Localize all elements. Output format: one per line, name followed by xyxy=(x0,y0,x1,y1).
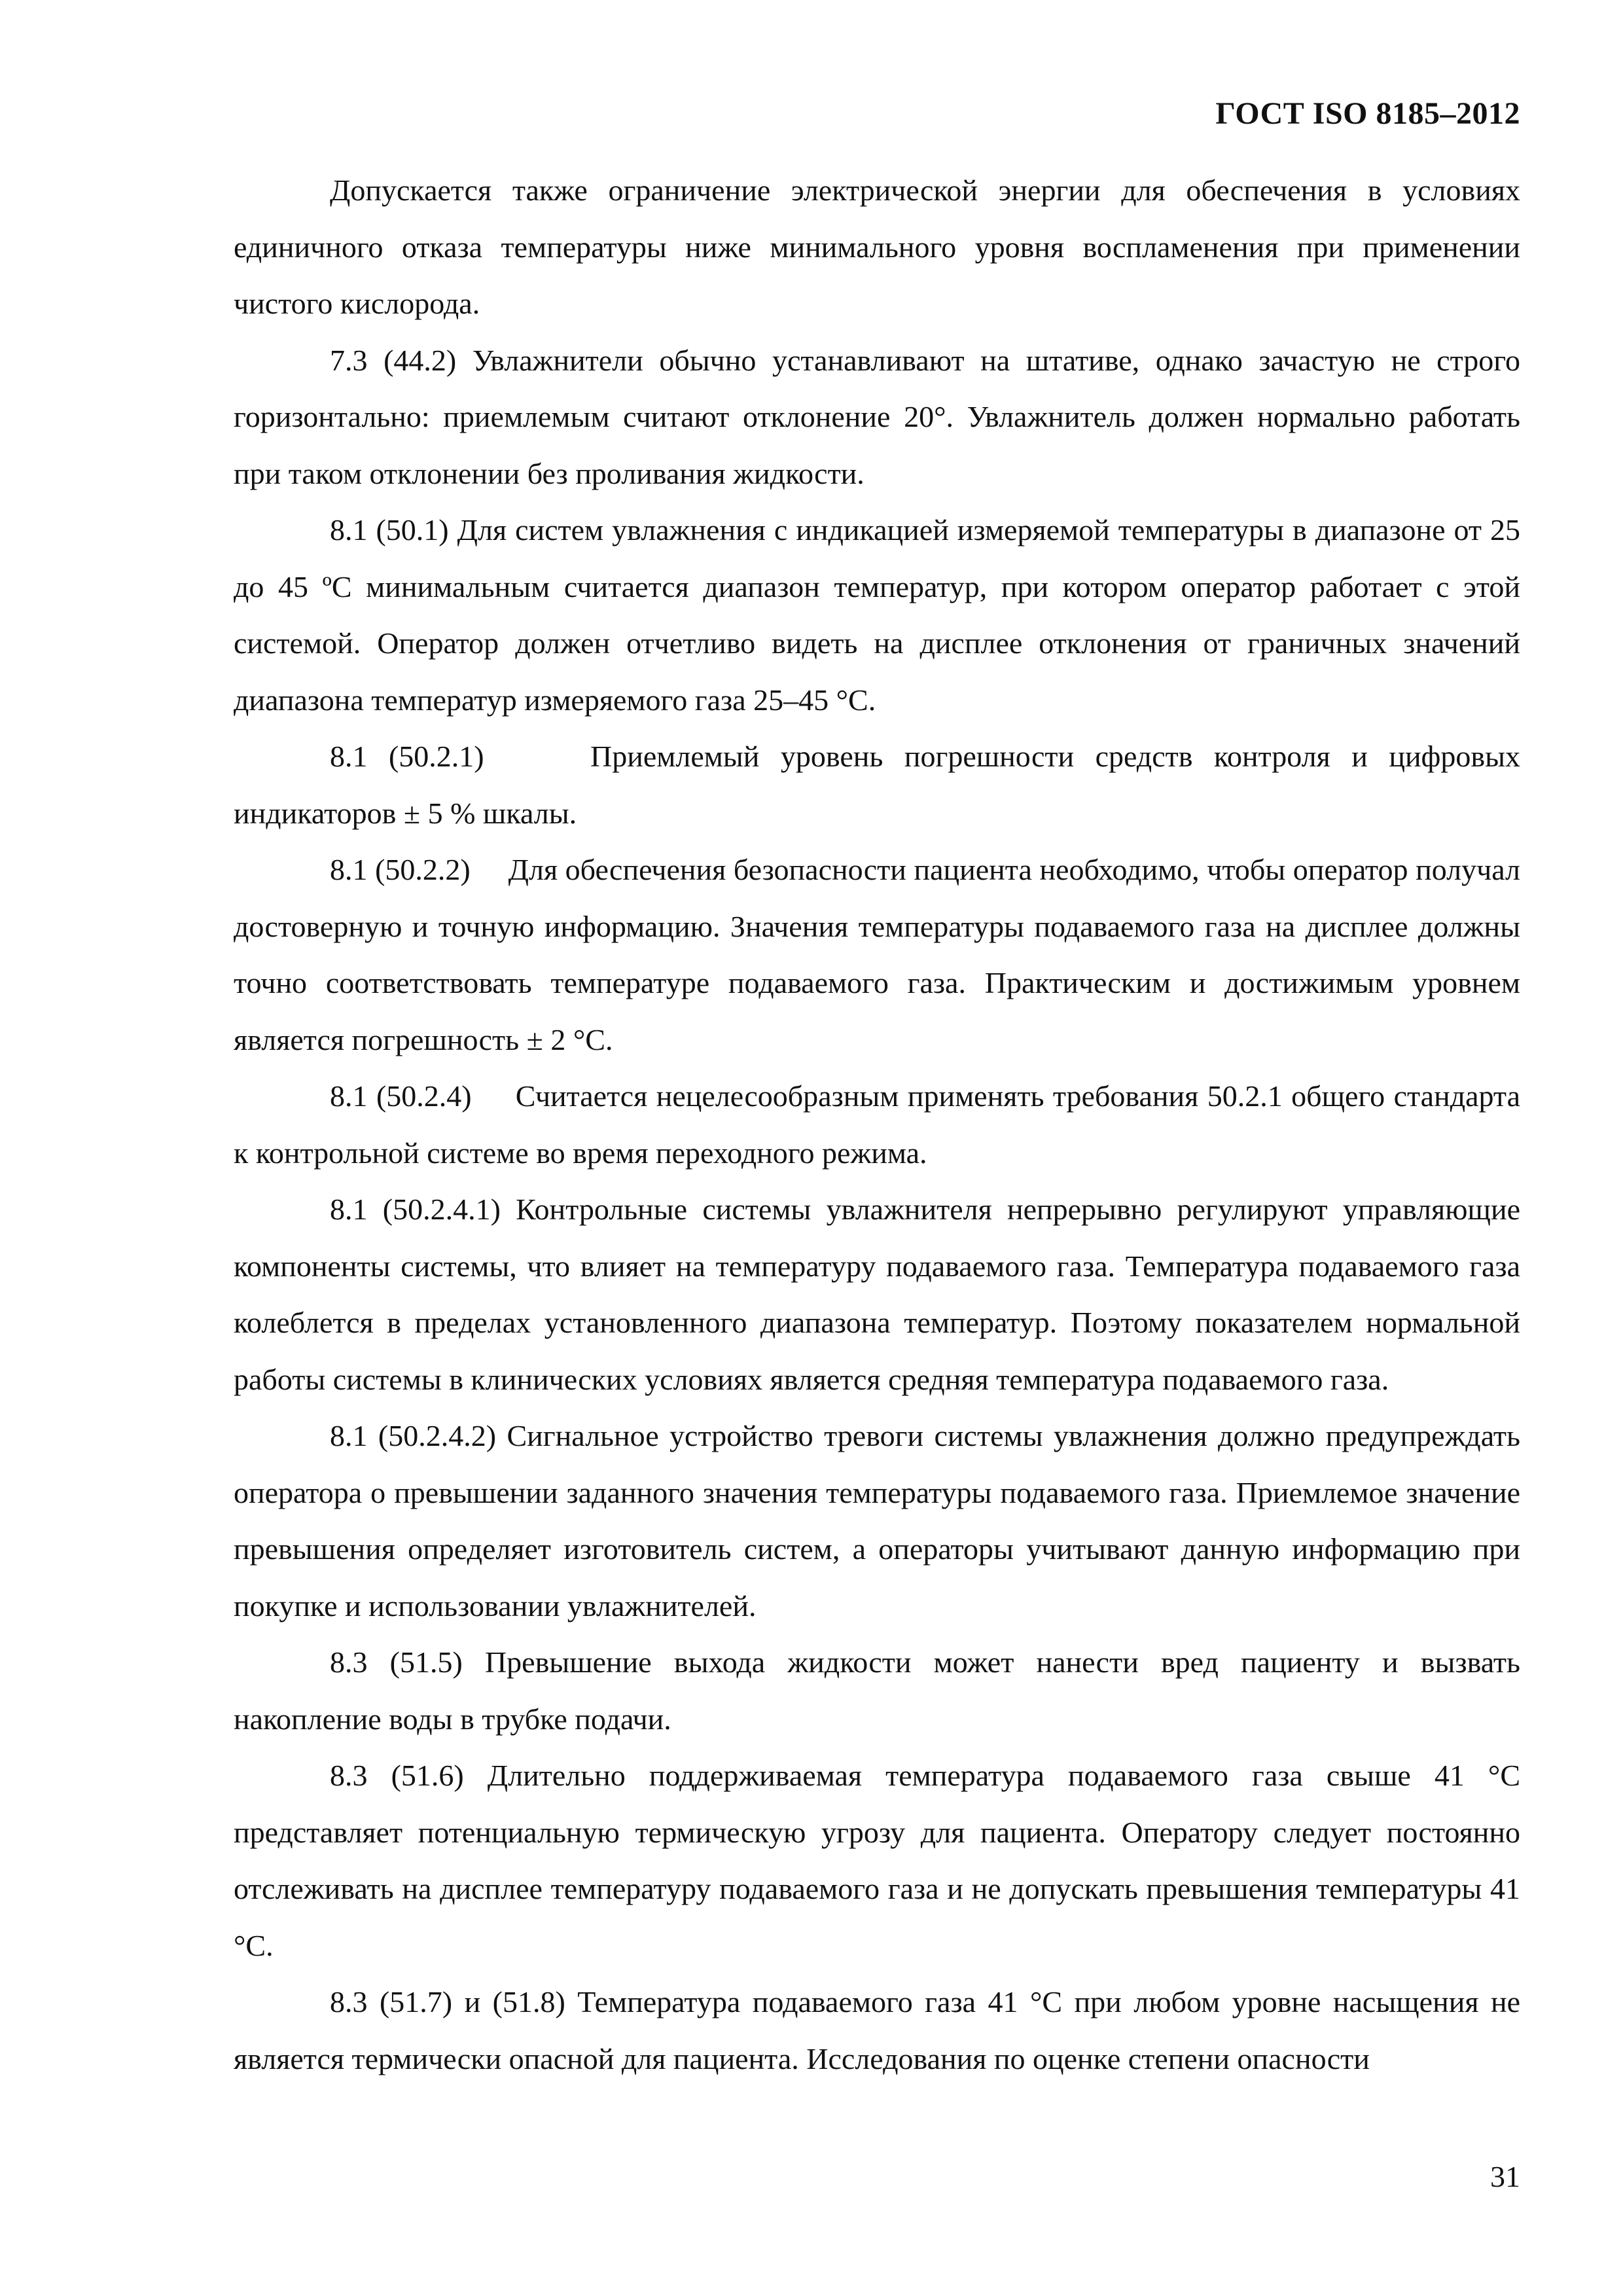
paragraph-1: Допускается также ограничение электрической энергии для обеспечения в условиях единичного отказа температуры ниже минимального уровня воспламенения при применении чистого кислорода. xyxy=(234,173,1520,320)
document-body xyxy=(234,162,1528,2087)
paragraph-5: 8.1 (50.2.2) Для обеспечения безопасности пациента необходимо, чтобы оператор получал достоверную и точную информацию. Значения температуры подаваемого газа на дисплее должны точно соответствовать температуре подаваемого газа. Практическим и достижимым уровнем является погрешность ± 2 °С. xyxy=(234,853,1528,1056)
paragraph-7: 8.1 (50.2.4.1) Контрольные системы увлажнителя непрерывно регулируют управляющие компоненты системы, что влияет на температуру подаваемого газа. Температура подаваемого газа колеблется в пределах установленного диапазона температур. Поэтому показателем нормальной работы системы в клинических условиях является средняя температура подаваемого газа. xyxy=(234,1193,1520,1396)
paragraph-2: 7.3 (44.2) Увлажнители обычно устанавливают на штативе, однако зачастую не строго горизонтально: приемлемым считают отклонение 20°. Увлажнитель должен нормально работать при таком отклонении без проливания жидкости. xyxy=(234,343,1520,490)
paragraph-9: 8.3 (51.5) Превышение выхода жидкости может нанести вред пациенту и вызвать накопление воды в трубке подачи. xyxy=(234,1645,1520,1736)
document-header-title: ГОСТ ISO 8185–2012 xyxy=(1215,96,1520,131)
paragraph-10: 8.3 (51.6) Длительно поддерживаемая температура подаваемого газа свыше 41 °С представляет потенциальную термическую угрозу для пациента. Оператору следует постоянно отслеживать на дисплее температуру подаваемого газа и не допускать превышения температуры 41 °С. xyxy=(234,1759,1520,1962)
paragraph-11: 8.3 (51.7) и (51.8) Температура подаваемого газа 41 °С при любом уровне насыщения не является термически опасной для пациента. Исследования по оценке степени опасности xyxy=(234,1985,1520,2075)
paragraph-3: 8.1 (50.1) Для систем увлажнения с индикацией измеряемой температуры в диапазоне от 25 до 45 ºС минимальным считается диапазон температур, при котором оператор работает с этой системой. Оператор должен отчетливо видеть на дисплее отклонения от граничных значений диапазона температур измеряемого газа 25–45 °С. xyxy=(234,513,1520,717)
paragraph-4: 8.1 (50.2.1) Приемлемый уровень погрешности средств контроля и цифровых индикаторов ± 5 % шкалы. xyxy=(234,740,1528,830)
page-number: 31 xyxy=(1490,2160,1520,2193)
paragraph-6: 8.1 (50.2.4) Считается нецелесообразным применять требования 50.2.1 общего стандарта к контрольной системе во время переходного режима. xyxy=(234,1079,1528,1170)
paragraph-8: 8.1 (50.2.4.2) Сигнальное устройство тревоги системы увлажнения должно предупреждать оператора о превышении заданного значения температуры подаваемого газа. Приемлемое значение превышения определяет изготовитель систем, а операторы учитывают данную информацию при покупке и использовании увлажнителей. xyxy=(234,1419,1520,1623)
